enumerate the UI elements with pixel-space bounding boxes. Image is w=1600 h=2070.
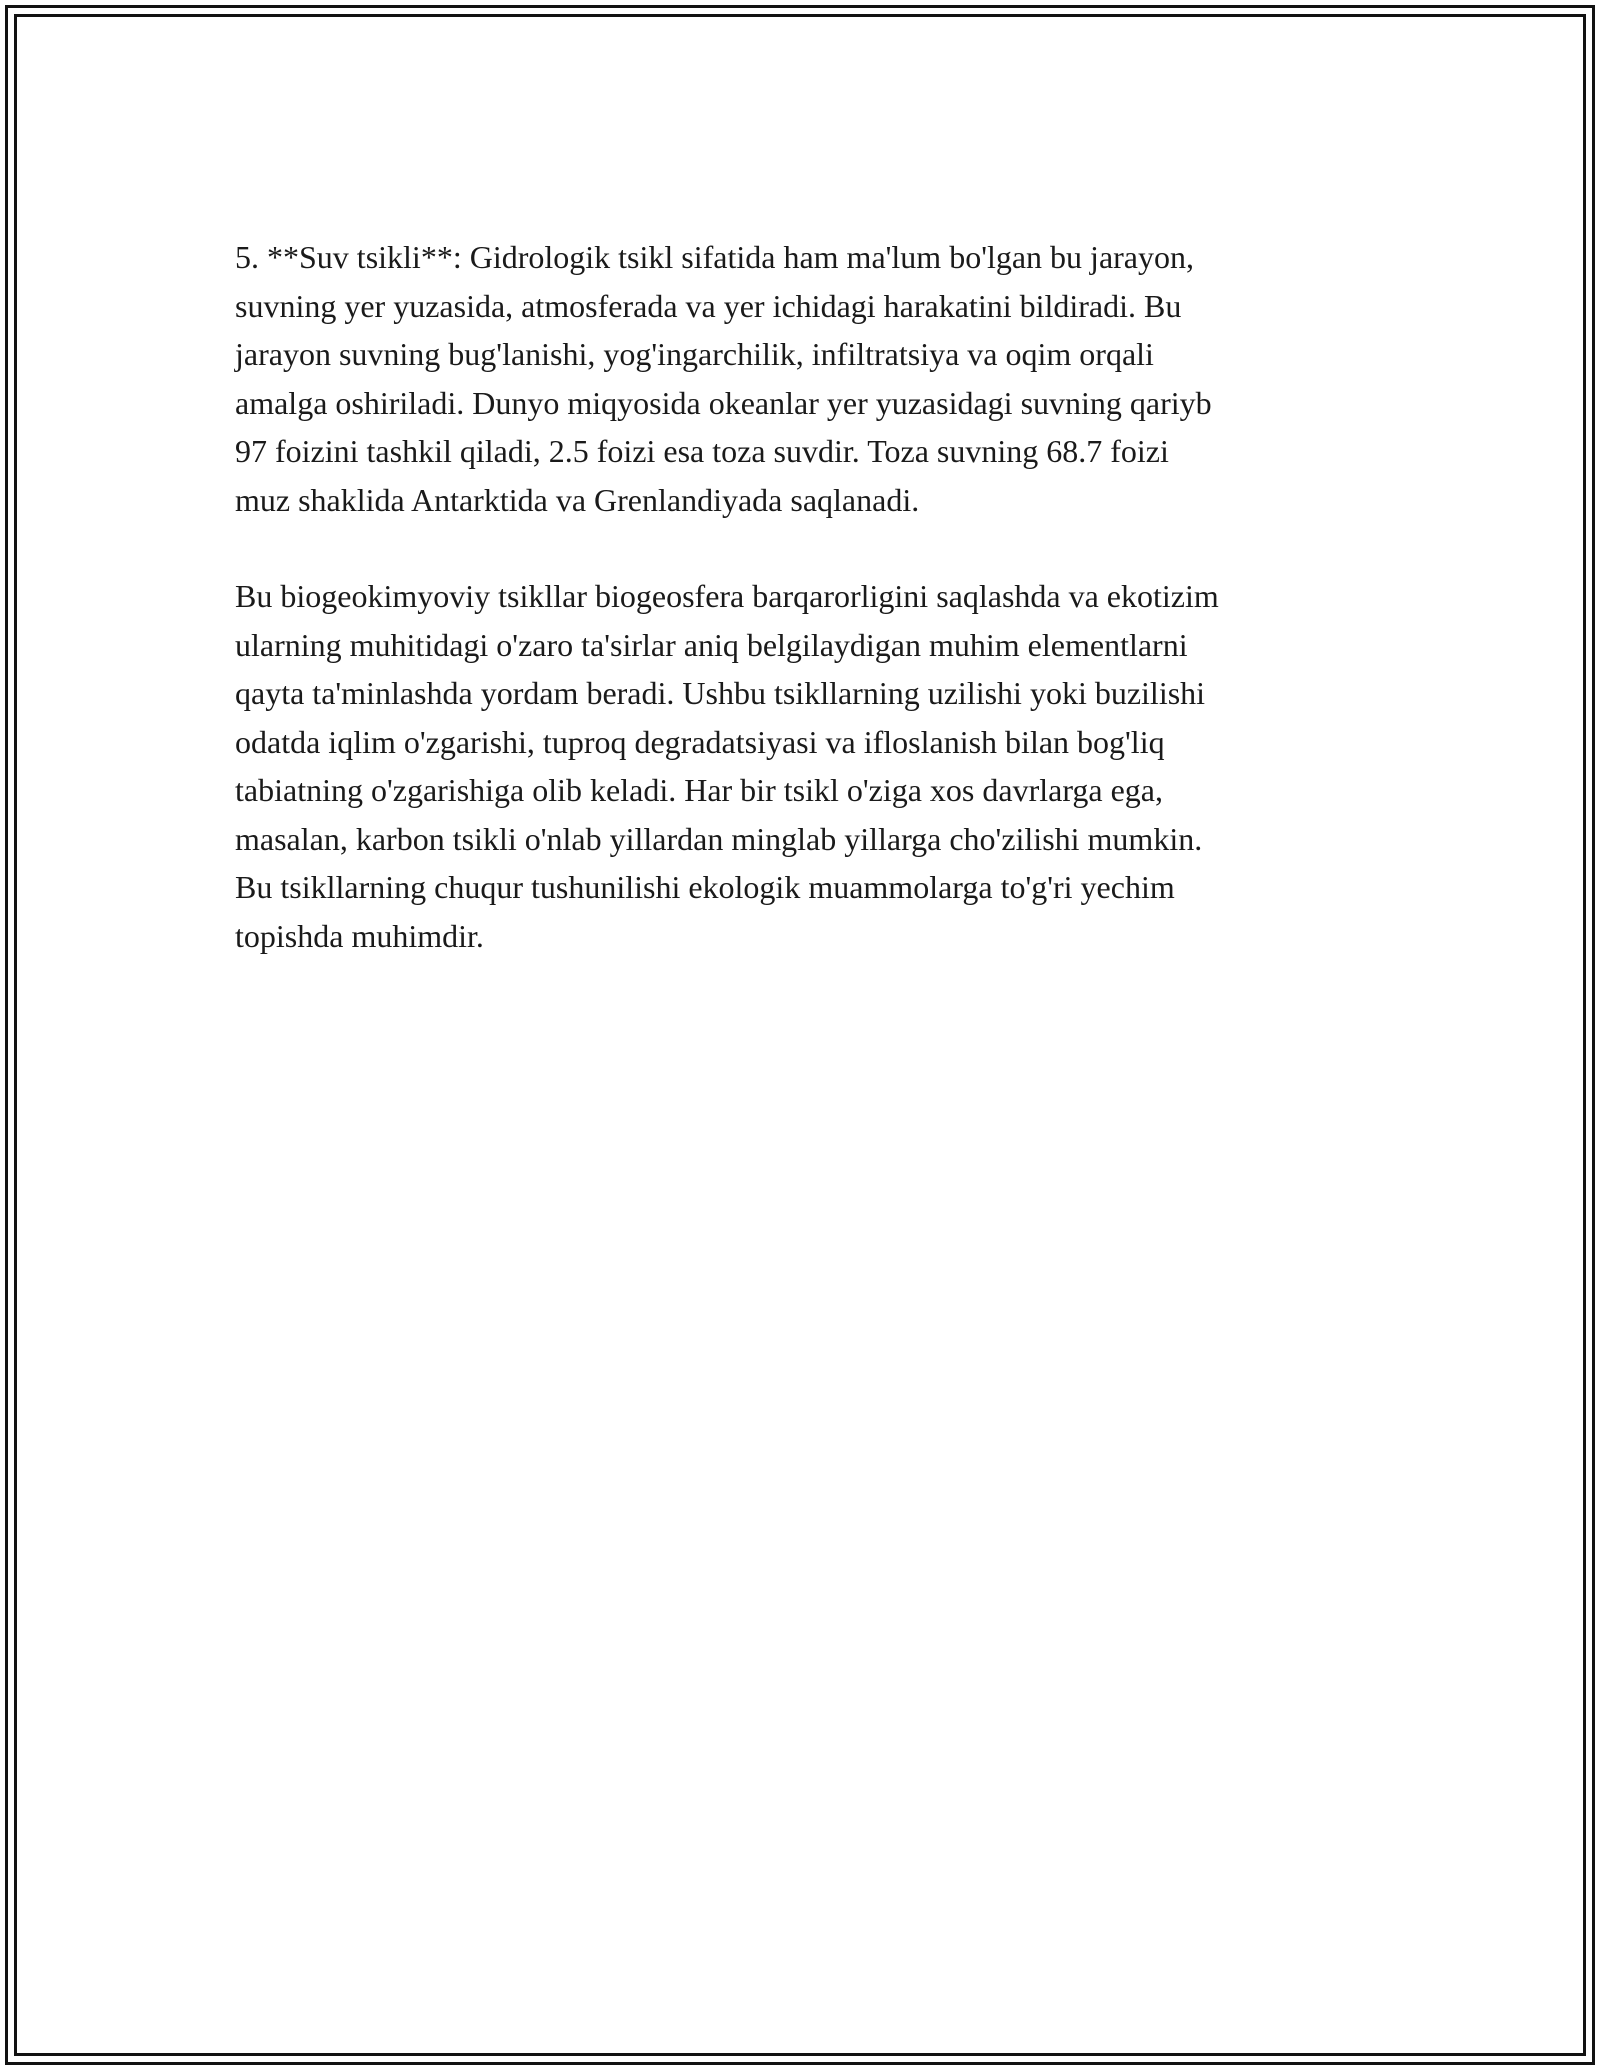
document-body [235,233,1370,1008]
paragraph-biogeochemical-cycles: Bu biogeokimyoviy tsikllar biogeosfera barqarorligini saqlashda va ekotizim ularning muhitidagi o'zaro ta'sirlar aniq belgilaydigan muhim elementlarni qayta ta'minlashda yordam beradi. Ushbu tsikllarning uzilishi yoki buzilishi odatda iqlim o'zgarishi, tuproq degradatsiyasi va ifloslanish bilan bog'liq tabiatning o'zgarishiga olib keladi. Har bir tsikl o'ziga xos davrlarga ega, masalan, karbon tsikli o'nlab yillardan minglab yillarga cho'zilishi mumkin. Bu tsikllarning chuqur tushunilishi ekologik muammolarga to'g'ri yechim topishda muhimdir. [235,578,1219,954]
paragraph-water-cycle: 5. **Suv tsikli**: Gidrologik tsikl sifatida ham ma'lum bo'lgan bu jarayon, suvning yer yuzasida, atmosferada va yer ichidagi harakatini bildiradi. Bu jarayon suvning bug'lanishi, yog'ingarchilik, infiltratsiya va oqim orqali amalga oshiriladi. Dunyo miqyosida okeanlar yer yuzasidagi suvning qariyb 97 foizini tashkil qiladi, 2.5 foizi esa toza suvdir. Toza suvning 68.7 foizi muz shaklida Antarktida va Grenlandiyada saqlanadi. [235,239,1212,518]
